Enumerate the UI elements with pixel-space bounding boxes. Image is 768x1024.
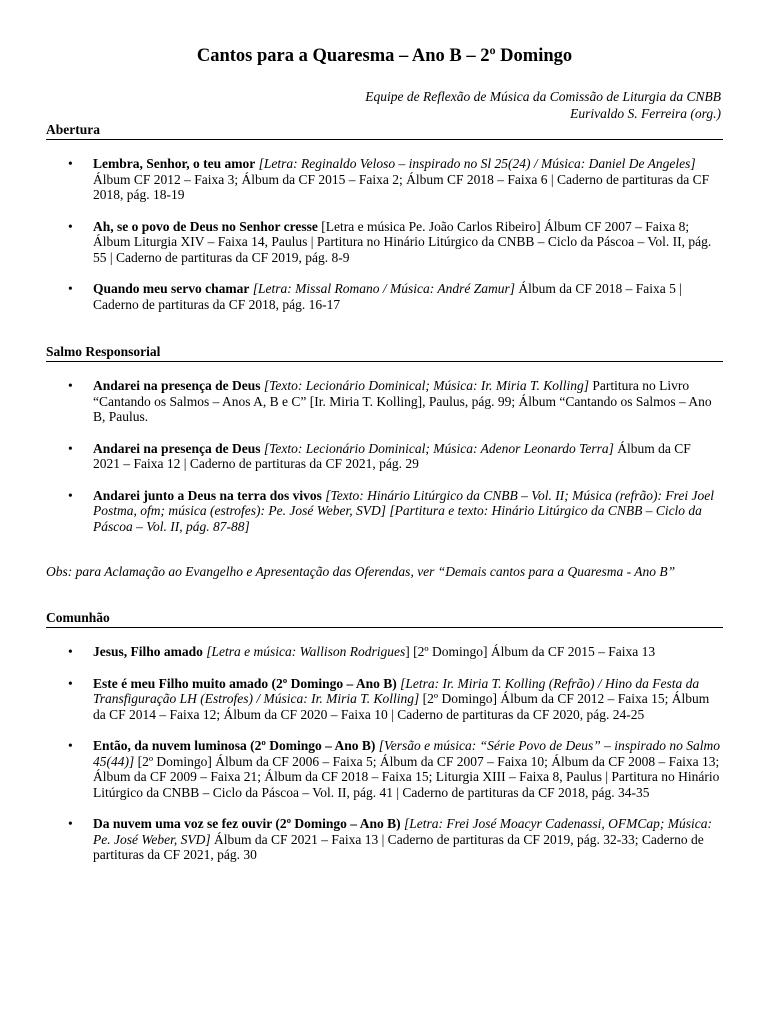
song-item	[46, 676, 723, 723]
song-references: [2º Domingo] Álbum da CF 2012 – Faixa 15; Álbum da CF 2014 – Faixa 12; Álbum da CF 2020 – Faixa 10 | Caderno de partituras da CF 2020, pág. 24-25	[93, 691, 710, 722]
song-credit: [Versão e música: “Série Povo de Deus” – inspirado no Salmo 45(44)]	[93, 738, 720, 769]
song-credit: [Letra: Missal Romano / Música: André Zamur]	[252, 281, 516, 296]
song-item	[46, 644, 723, 660]
author-organizer: Eurivaldo S. Ferreira (org.)	[570, 106, 721, 121]
authors-block	[46, 88, 723, 122]
song-list-salmo	[46, 378, 723, 534]
song-credit: [Letra e música: Wallison Rodrigues	[206, 644, 406, 659]
bullet-icon: •	[68, 156, 73, 171]
song-references: Álbum da CF 2021 – Faixa 13 | Caderno de partituras da CF 2019, pág. 32-33; Caderno de partituras da CF 2021, pág. 30	[93, 831, 704, 862]
song-item	[46, 378, 723, 425]
section-salmo	[46, 344, 723, 580]
observation-note: Obs: para Aclamação ao Evangelho e Apresentação das Oferendas, ver “Demais cantos para a Quaresma - Ano B”	[46, 564, 676, 579]
section-heading-comunhao: Comunhão	[46, 610, 723, 628]
bullet-icon: •	[68, 487, 73, 503]
song-item	[46, 816, 723, 863]
bullet-icon: •	[68, 218, 73, 234]
song-title: Então, da nuvem luminosa (2º Domingo – Ano B)	[93, 738, 376, 753]
bullet-icon: •	[68, 281, 73, 296]
song-references: [Letra e música Pe. João Carlos Ribeiro] Álbum CF 2007 – Faixa 8; Álbum Liturgia XIV – Faixa 14, Paulus | Partitura no Hinário Litúrgico da CNBB – Ciclo da Páscoa – Vol. II, pág. 55 | Caderno de partituras da CF 2019, pág. 8-9	[93, 218, 712, 265]
bullet-icon: •	[68, 378, 73, 393]
song-title: Este é meu Filho muito amado (2º Domingo – Ano B)	[93, 675, 397, 691]
section-heading-abertura: Abertura	[46, 122, 723, 140]
song-credit: [Texto: Lecionário Dominical; Música: Adenor Leonardo Terra]	[263, 440, 614, 456]
song-title: Andarei na presença de Deus	[93, 440, 261, 456]
song-item	[46, 281, 723, 312]
song-credit: [Texto: Hinário Litúrgico da CNBB – Vol. II; Música (refrão): Frei Joel Postma, ofm; música (estrofes): Pe. José Weber, SVD] [Partitura e texto: Hinário Litúrgico da CNBB – Ciclo da Páscoa – Vol. II, pág. 87-88]	[93, 487, 714, 534]
bullet-icon: •	[68, 440, 73, 456]
song-references: Álbum da CF 2018 – Faixa 5 | Caderno de partituras da CF 2018, pág. 16-17	[93, 281, 682, 312]
song-list-comunhao	[46, 644, 723, 863]
document-title: Cantos para a Quaresma – Ano B – 2º Domingo	[196, 46, 573, 66]
bullet-icon: •	[68, 675, 73, 691]
song-title: Jesus, Filho amado	[93, 644, 203, 659]
song-item	[46, 488, 723, 535]
song-title: Quando meu servo chamar	[93, 281, 250, 296]
author-team: Equipe de Reflexão de Música da Comissão de Liturgia da CNBB	[365, 89, 721, 104]
section-abertura	[46, 122, 723, 312]
song-credit: [Texto: Lecionário Dominical; Música: Ir. Miria T. Kolling]	[263, 378, 590, 393]
bullet-icon: •	[68, 816, 73, 831]
song-credit: [Letra: Reginaldo Veloso – inspirado no Sl 25(24) / Música: Daniel De Angeles]	[258, 156, 696, 171]
song-references: ] [2º Domingo] Álbum da CF 2015 – Faixa 13	[405, 644, 656, 659]
section-heading-salmo: Salmo Responsorial	[46, 344, 723, 362]
song-list-abertura	[46, 156, 723, 312]
bullet-icon: •	[68, 738, 73, 753]
song-title: Lembra, Senhor, o teu amor	[93, 156, 256, 171]
song-item	[46, 156, 723, 203]
song-title: Ah, se o povo de Deus no Senhor cresse	[93, 218, 318, 234]
song-references: Álbum da CF 2021 – Faixa 12 | Caderno de partituras da CF 2021, pág. 29	[93, 440, 691, 471]
song-references: Partitura no Livro “Cantando os Salmos – Anos A, B e C” [Ir. Miria T. Kolling], Paulus, pág. 99; Álbum “Cantando os Salmos – Ano B, Paulus.	[93, 378, 712, 424]
song-credit: [Letra: Ir. Miria T. Kolling (Refrão) / Hino da Festa da Transfiguração LH (Estrofes) / Música: Ir. Miria T. Kolling]	[93, 675, 700, 706]
song-references: [2º Domingo] Álbum da CF 2006 – Faixa 5; Álbum da CF 2007 – Faixa 10; Álbum da CF 2008 – Faixa 13; Álbum da CF 2009 – Faixa 21; Álbum da CF 2018 – Faixa 15; Liturgia XIII – Faixa 8, Paulus | Partitura no Hinário Litúrgico da CNBB – Ciclo da Páscoa – Vol. II, pág. 41 | Caderno de partituras da CF 2018, pág. 34-35	[93, 753, 720, 800]
song-title: Andarei junto a Deus na terra dos vivos	[93, 487, 322, 503]
song-credit: [Letra: Frei José Moacyr Cadenassi, OFMCap; Música: Pe. José Weber, SVD]	[93, 816, 713, 847]
song-item	[46, 738, 723, 800]
bullet-icon: •	[68, 644, 73, 659]
song-title: Andarei na presença de Deus	[93, 378, 261, 393]
song-references: Álbum CF 2012 – Faixa 3; Álbum da CF 2015 – Faixa 2; Álbum CF 2018 – Faixa 6 | Caderno de partituras da CF 2018, pág. 18-19	[93, 171, 710, 202]
song-title: Da nuvem uma voz se fez ouvir (2º Domingo – Ano B)	[93, 816, 401, 831]
song-item	[46, 441, 723, 472]
section-comunhao	[46, 610, 723, 863]
song-item	[46, 219, 723, 266]
